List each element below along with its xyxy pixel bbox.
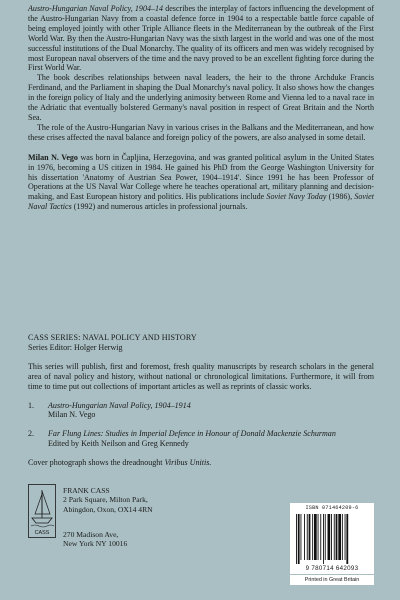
description-paragraph-2: The book describes relationships between naval leaders, the heir to the throne Archduke Francis Ferdinand, and the Parliament in shaping the Dual Monarchy's naval policy. It also shows how the changes in the foreign policy of Italy and the underlying animosity between Rome and Vienna led to a naval race in the Adriatic that eventually bolstered Germany's naval position in respect of Great Britain and the North Sea. — [28, 73, 374, 122]
description-paragraph-3: The role of the Austro-Hungarian Navy in various crises in the Balkans and the Mediterranean, and how these crises affected the naval balance and foreign policy of the powers, are also analysed in some detail. — [28, 122, 374, 142]
series-description: This series will publish, first and foremost, fresh quality manuscripts by research scholars in the general area of naval policy and history, without national or chronological limitations. Furthermore, it will from time to time put out collections of important articles as well as reprints of classic works. — [28, 361, 374, 391]
barcode-digits: 9 780714 642093 — [305, 565, 359, 572]
author-bio: Milan N. Vego was born in Čapljina, Herzegovina, and was granted political asylum in the United States in 1976, becoming a US citizen in 1984. He gained his PhD from the George Washington University for his dissertation 'Anatomy of Austrian Sea Power, 1904–1914'. Since 1991 he has been Professor of Operations at the US Naval War College where he teaches operational art, military planning and decision-making, and East European history and politics. His publications include Soviet Navy Today (1986), Soviet Naval Tactics (1992) and numerous articles in professional journals. — [28, 152, 374, 212]
publisher-name: FRANK CASS — [63, 486, 110, 495]
logo-text: CASS — [34, 530, 50, 536]
book-description — [28, 4, 374, 212]
list-item: 2. Far Flung Lines: Studies in Imperial Defence in Honour of Donald Mackenzie Schurman Edited by Keith Neilson and Greg Kennedy — [28, 429, 336, 449]
series-title: CASS SERIES: NAVAL POLICY AND HISTORY — [28, 333, 197, 342]
author-name: Milan N. Vego — [28, 152, 78, 162]
isbn-label: ISBN 071464209-6 — [305, 505, 359, 511]
description-paragraph-1: Austro-Hungarian Naval Policy, 1904–14 describes the interplay of factors influencing the development of the Austro-Hungarian Navy from a coastal defence force in 1904 to a respectable battle force capable of being employed jointly with other Triple Alliance fleets in the Mediterranean by the outbreak of the First World War. By then the Austro-Hungarian Navy was the sixth largest in the world and was one of the most successful institutions of the Dual Monarchy. The quality of its officers and men was widely recognised by most European naval observers of the time and the navy proved to be an excellent fighting force during the First World War. — [28, 4, 374, 73]
publisher-us-address: 270 Madison Ave, New York NY 10016 — [63, 530, 128, 549]
barcode — [290, 503, 374, 574]
printed-in-label: Printed in Great Britain — [290, 575, 374, 585]
book-title-italic: Austro-Hungarian Naval Policy, 1904–14 — [28, 4, 164, 13]
barcode-bars — [296, 514, 368, 564]
series-list — [28, 401, 374, 450]
list-item: 1. Austro-Hungarian Naval Policy, 1904–1914 Milan N. Vego — [28, 400, 191, 420]
series-editor: Series Editor: Holger Herwig — [28, 342, 123, 352]
series-section — [28, 333, 374, 468]
cover-note: Cover photograph shows the dreadnought Viribus Unitis. — [28, 458, 212, 468]
cass-logo — [28, 484, 56, 538]
publisher-uk-address: FRANK CASS 2 Park Square, Milton Park, Abingdon, Oxon, OX14 4RN — [63, 486, 233, 514]
